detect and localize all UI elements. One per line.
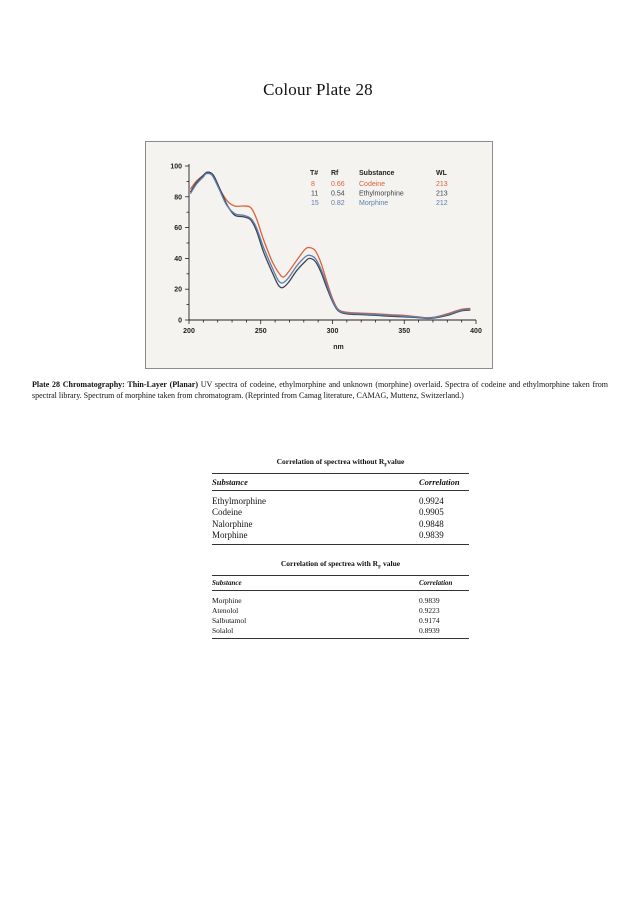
legend-wl: 212	[436, 200, 448, 207]
legend-rf: 0.66	[331, 181, 345, 188]
figure-caption	[32, 379, 608, 401]
column-header-correlation: Correlation	[419, 575, 469, 590]
legend-wl: 213	[436, 181, 448, 188]
column-header-correlation: Correlation	[419, 473, 469, 490]
caption-label: Plate 28 Chromatography: Thin-Layer (Planar)	[32, 380, 199, 389]
page-title: Colour Plate 28	[263, 80, 373, 99]
table	[212, 575, 469, 639]
table-row: Ethylmorphine 0.9924	[212, 495, 444, 506]
legend-substance: Morphine	[359, 200, 389, 207]
legend-header-track: T#	[310, 170, 319, 177]
x-tick-label: 250	[254, 328, 267, 335]
legend-header-substance: Substance	[359, 170, 395, 177]
y-tick-label: 20	[174, 286, 182, 294]
table-row: Atenolol 0.9223	[212, 605, 440, 615]
legend-rf: 0.82	[331, 200, 345, 207]
x-tick-label: 400	[470, 328, 482, 335]
column-header-substance: Substance	[212, 473, 419, 490]
y-tick-label: 0	[178, 317, 182, 325]
legend-rf: 0.54	[331, 190, 345, 198]
legend-substance: Codeine	[359, 181, 386, 188]
y-tick-label: 80	[174, 194, 182, 202]
table-row: Morphine 0.9839	[212, 595, 440, 605]
x-tick-label: 350	[398, 328, 411, 335]
table-row: Morphine 0.9839	[212, 530, 444, 540]
x-axis-label: nm	[333, 344, 344, 351]
figure-frame	[145, 141, 493, 369]
caption-text: UV spectra of codeine, ethylmorphine and unknown (morphine) overlaid. Spectra of codeine and ethylmorphine taken from spectral library. Spectrum of morphine taken from chromatogram. (Reprinted from Camag literature, CAMAG, Muttenz, Switzerland.)	[32, 380, 608, 400]
legend-header-wl: WL	[436, 170, 447, 177]
table-row: Salbutamol 0.9174	[212, 615, 440, 625]
legend-substance: Ethylmorphine	[359, 190, 404, 198]
correlation-table-without-rf	[212, 457, 469, 545]
y-tick-label: 100	[170, 163, 182, 171]
legend-track: 15	[311, 200, 319, 207]
correlation-table-with-rf	[212, 559, 469, 639]
legend-track: 11	[311, 190, 319, 198]
legend-header-rf: Rf	[331, 170, 339, 177]
uv-spectra-chart	[146, 142, 494, 370]
column-header-substance: Substance	[212, 575, 419, 590]
table-title: Correlation of spectrea without $R_Fvalue$	[276, 457, 405, 469]
legend-track: 8	[311, 181, 315, 188]
y-tick-label: 40	[174, 255, 182, 263]
table-row: Nalorphine 0.9848	[212, 518, 444, 529]
table-row: Codeine 0.9905	[212, 507, 444, 517]
table	[212, 473, 469, 545]
y-tick-label: 60	[174, 225, 182, 233]
legend-wl: 213	[436, 190, 448, 198]
x-tick-label: 300	[326, 328, 339, 335]
x-tick-label: 200	[183, 328, 195, 335]
table-row: Solalol 0.8939	[212, 625, 440, 635]
table-title: Correlation of spectrea with $R_F$ value	[280, 559, 401, 571]
